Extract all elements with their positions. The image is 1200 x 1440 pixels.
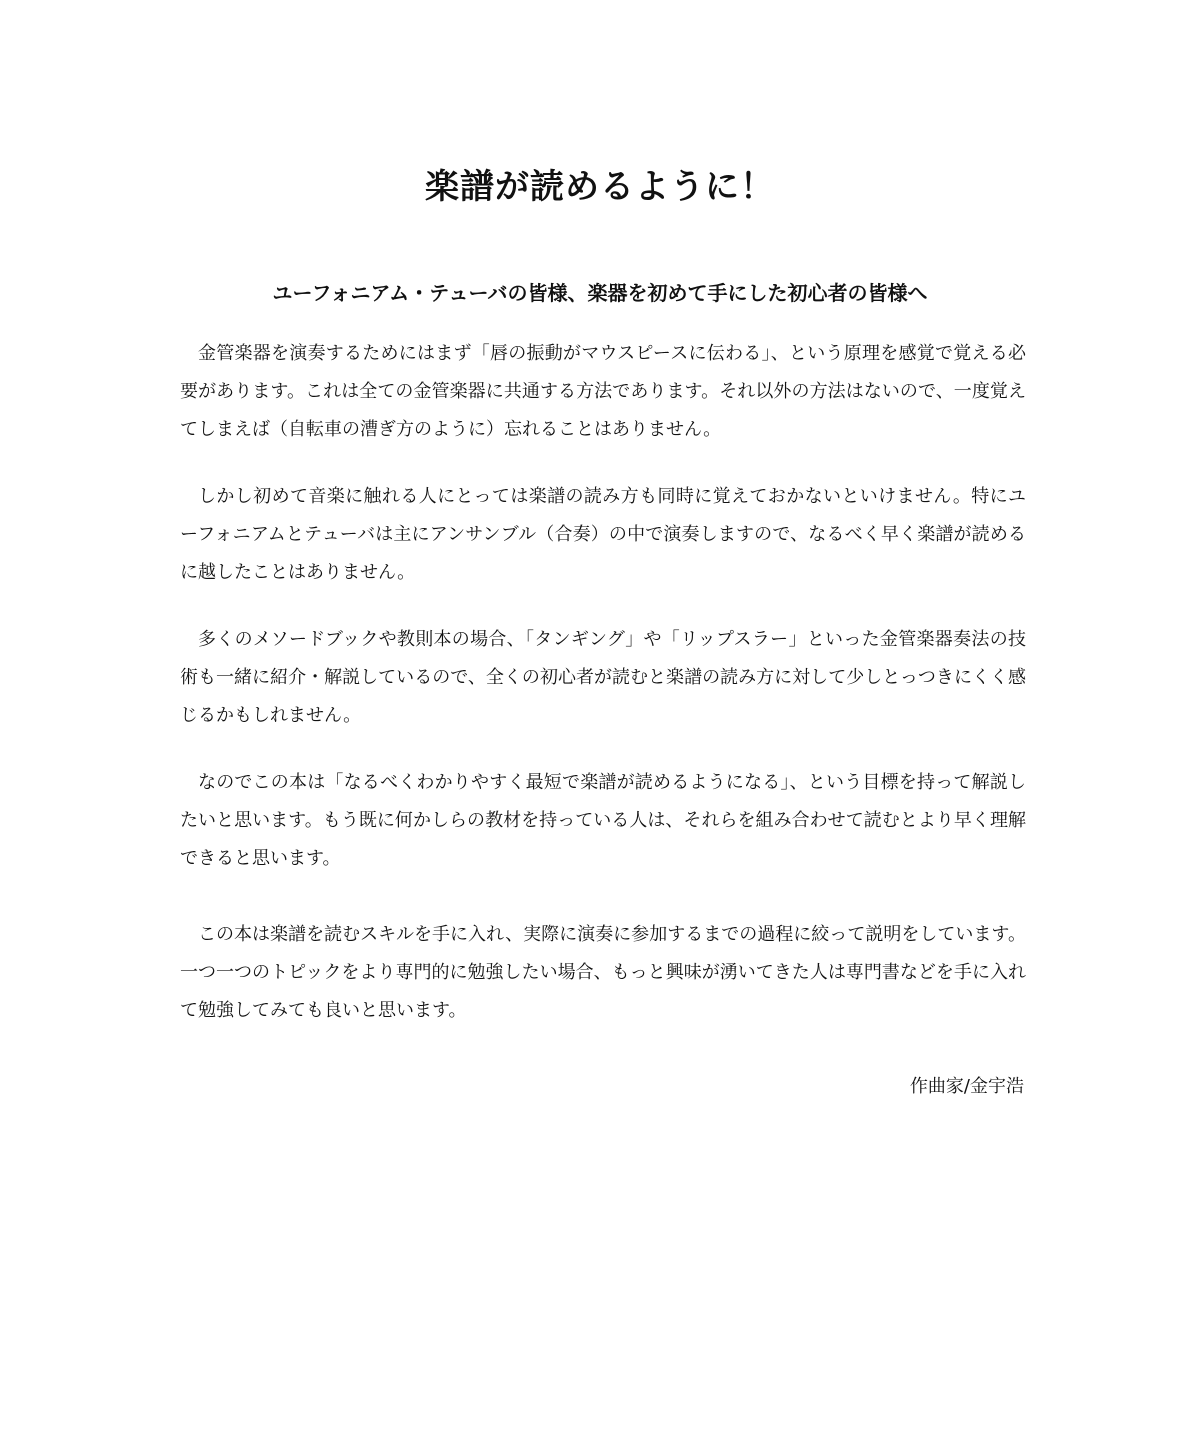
page-title: 楽譜が読めるように！ bbox=[425, 167, 775, 207]
paragraph-2: しかし初めて音楽に触れる人にとっては楽譜の読み方も同時に覚えておかないといけません。特にユーフォニアムとテューバは主にアンサンブル（合奏）の中で演奏しますので、なるべく早く楽譜が読めるに越したことはありません。 bbox=[180, 486, 1026, 583]
author-signature: 作曲家/金宇浩 bbox=[909, 1076, 1024, 1097]
page-subtitle: ユーフォニアム・テューバの皆様、楽器を初めて手にした初心者の皆様へ bbox=[272, 281, 928, 305]
paragraph-1: 金管楽器を演奏するためにはまず「唇の振動がマウスピースに伝わる」、という原理を感覚で覚える必要があります。これは全ての金管楽器に共通する方法であります。それ以外の方法はないので、一度覚えてしまえば（自転車の漕ぎ方のように）忘れることはありません。 bbox=[180, 343, 1026, 440]
paragraph-4: なのでこの本は「なるべくわかりやすく最短で楽譜が読めるようになる」、という目標を持って解説したいと思います。もう既に何かしらの教材を持っている人は、それらを組み合わせて読むとより早く理解できると思います。 bbox=[180, 772, 1026, 869]
paragraph-5: この本は楽譜を読むスキルを手に入れ、実際に演奏に参加するまでの過程に絞って説明をしています。一つ一つのトピックをより専門的に勉強したい場合、もっと興味が湧いてきた人は専門書などを手に入れて勉強してみても良いと思います。 bbox=[180, 924, 1026, 1021]
paragraph-3: 多くのメソードブックや教則本の場合、「タンギング」や「リップスラー」といった金管楽器奏法の技術も一緒に紹介・解説しているので、全くの初心者が読むと楽譜の読み方に対して少しとっつきにくく感じるかもしれません。 bbox=[180, 629, 1026, 726]
